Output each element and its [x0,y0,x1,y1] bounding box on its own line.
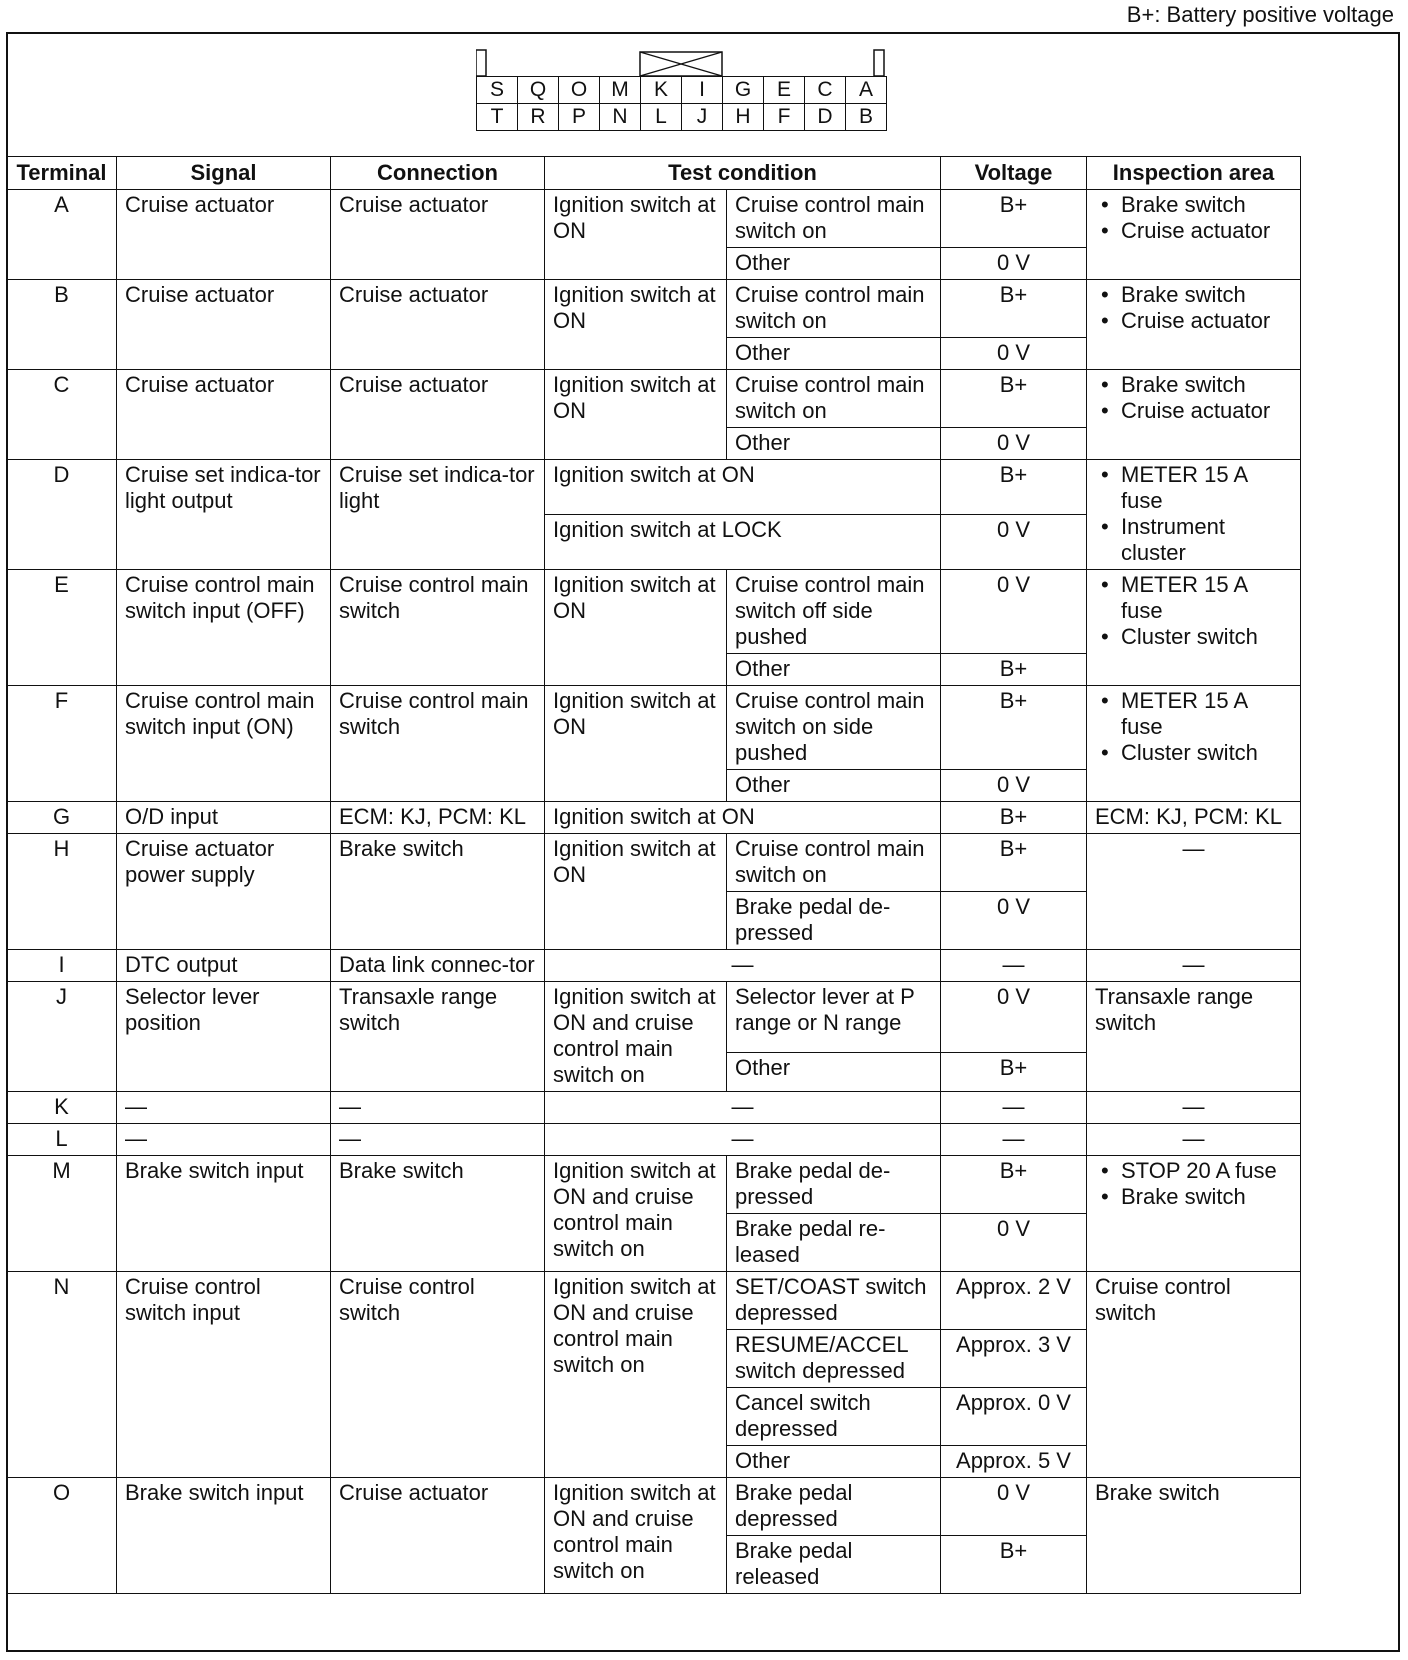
inspection-list [1095,282,1292,334]
connector-pin: A [846,77,887,104]
table-row [7,1092,1301,1124]
connection-cell: Data link connec-tor [331,950,545,982]
table-row [7,1124,1301,1156]
connection-cell: Cruise control switch [331,1272,545,1478]
signal-cell: — [117,1124,331,1156]
connector-pin: H [723,104,764,131]
table-row [7,190,1301,248]
sub-condition-cell: Other [727,428,941,460]
terminal-cell: O [7,1478,117,1594]
terminal-cell: E [7,570,117,686]
connection-cell: Cruise control main switch [331,570,545,686]
inspection-area-cell: Transaxle range switch [1087,982,1301,1092]
table-header-row [7,157,1301,190]
voltage-cell: 0 V [941,248,1087,280]
connector-pin: L [641,104,682,131]
connector-pin: N [600,104,641,131]
connector-pin: M [600,77,641,104]
connection-cell: — [331,1124,545,1156]
inspection-area-cell: ECM: KJ, PCM: KL [1087,802,1301,834]
connector-pin: B [846,104,887,131]
voltage-cell: 0 V [941,892,1087,950]
connection-cell: Cruise actuator [331,370,545,460]
connector-pin: J [682,104,723,131]
test-condition-cell: Ignition switch at ON [545,460,941,515]
inspection-area-cell: — [1087,1092,1301,1124]
connector-latch-right [874,50,884,76]
table-row [7,834,1301,892]
sub-condition-cell: Cruise control main switch on [727,834,941,892]
inspection-area-cell [1087,1156,1301,1272]
test-condition-cell: Ignition switch at ON and cruise control main switch on [545,1156,727,1272]
connector-pin-grid [476,76,887,131]
voltage-cell: B+ [941,280,1087,338]
table-row [7,1272,1301,1330]
table-row [7,370,1301,428]
test-condition-cell: — [545,1124,941,1156]
connector-diagram [476,42,926,138]
inspection-list [1095,1158,1292,1210]
header-test-condition: Test condition [545,157,941,190]
sub-condition-cell: Other [727,654,941,686]
voltage-cell: 0 V [941,982,1087,1053]
connector-latch-left [476,50,486,76]
test-condition-cell: Ignition switch at ON and cruise control main switch on [545,1272,727,1478]
test-condition-cell: Ignition switch at ON [545,834,727,950]
inspection-area-cell [1087,570,1301,686]
sub-condition-cell: Cruise control main switch off side pushed [727,570,941,654]
sub-condition-cell: Cruise control main switch on [727,280,941,338]
sub-condition-cell: Other [727,338,941,370]
signal-cell: Cruise actuator power supply [117,834,331,950]
voltage-cell: B+ [941,370,1087,428]
voltage-cell: B+ [941,834,1087,892]
voltage-legend: B+: Battery positive voltage [1126,2,1394,27]
voltage-cell: Approx. 5 V [941,1446,1087,1478]
sub-condition-cell: Brake pedal de-pressed [727,1156,941,1214]
connector-pin: S [477,77,518,104]
sub-condition-cell: Brake pedal released [727,1536,941,1594]
inspection-item: • Instrument cluster [1099,514,1292,566]
voltage-cell: B+ [941,1536,1087,1594]
inspection-item: • Cruise actuator [1099,308,1292,334]
inspection-item: • Brake switch [1099,192,1292,218]
terminal-table [6,156,1301,1594]
test-condition-cell: Ignition switch at LOCK [545,515,941,570]
signal-cell: O/D input [117,802,331,834]
inspection-area-cell: — [1087,1124,1301,1156]
voltage-cell: B+ [941,686,1087,770]
signal-cell: Brake switch input [117,1478,331,1594]
sub-condition-cell: Brake pedal re-leased [727,1214,941,1272]
table-row [7,802,1301,834]
header-connection: Connection [331,157,545,190]
test-condition-cell: Ignition switch at ON [545,570,727,686]
inspection-area-cell: Brake switch [1087,1478,1301,1594]
signal-cell: Brake switch input [117,1156,331,1272]
terminal-cell: C [7,370,117,460]
table-row [7,686,1301,770]
voltage-cell: 0 V [941,515,1087,570]
sub-condition-cell: Selector lever at P range or N range [727,982,941,1053]
connector-pin: C [805,77,846,104]
connection-cell: Brake switch [331,1156,545,1272]
voltage-cell: 0 V [941,338,1087,370]
inspection-item: • STOP 20 A fuse [1099,1158,1292,1184]
connection-cell: Cruise actuator [331,190,545,280]
terminal-cell: J [7,982,117,1092]
inspection-area-cell: — [1087,834,1301,950]
connector-pin: I [682,77,723,104]
terminal-cell: A [7,190,117,280]
voltage-cell: B+ [941,190,1087,248]
terminal-cell: N [7,1272,117,1478]
connector-pin: F [764,104,805,131]
inspection-area-cell [1087,370,1301,460]
inspection-item: • Cruise actuator [1099,398,1292,424]
voltage-cell: — [941,1092,1087,1124]
sub-condition-cell: Cruise control main switch on side pushed [727,686,941,770]
signal-cell: — [117,1092,331,1124]
sub-condition-cell: Cruise control main switch on [727,190,941,248]
connection-cell: Transaxle range switch [331,982,545,1092]
sub-condition-cell: Other [727,1446,941,1478]
inspection-item: • Cruise actuator [1099,218,1292,244]
sub-condition-cell: Brake pedal depressed [727,1478,941,1536]
test-condition-cell: — [545,950,941,982]
signal-cell: Selector lever position [117,982,331,1092]
voltage-cell: B+ [941,654,1087,686]
sub-condition-cell: Other [727,1052,941,1091]
inspection-item: • Brake switch [1099,1184,1292,1210]
inspection-item: • METER 15 A fuse [1099,462,1292,514]
table-row [7,950,1301,982]
table-row [7,1478,1301,1536]
connector-pin: Q [518,77,559,104]
table-row [7,280,1301,338]
inspection-item: • Cluster switch [1099,740,1292,766]
voltage-cell: 0 V [941,428,1087,460]
connection-cell: Cruise actuator [331,1478,545,1594]
header-terminal: Terminal [7,157,117,190]
terminal-cell: M [7,1156,117,1272]
table-row [7,982,1301,1053]
connection-cell: Cruise control main switch [331,686,545,802]
connector-pin: K [641,77,682,104]
connector-pin: R [518,104,559,131]
signal-cell: Cruise actuator [117,370,331,460]
terminal-cell: F [7,686,117,802]
test-condition-cell: Ignition switch at ON [545,686,727,802]
test-condition-cell: Ignition switch at ON [545,280,727,370]
test-condition-cell: Ignition switch at ON and cruise control main switch on [545,982,727,1092]
terminal-cell: H [7,834,117,950]
voltage-cell: — [941,1124,1087,1156]
voltage-cell: 0 V [941,1214,1087,1272]
inspection-item: • Brake switch [1099,372,1292,398]
signal-cell: Cruise set indica-tor light output [117,460,331,570]
sub-condition-cell: Cancel switch depressed [727,1388,941,1446]
connection-cell: Brake switch [331,834,545,950]
inspection-list [1095,688,1292,766]
connector-pin: E [764,77,805,104]
header-signal: Signal [117,157,331,190]
voltage-cell: 0 V [941,770,1087,802]
test-condition-cell: Ignition switch at ON [545,802,941,834]
signal-cell: Cruise control main switch input (ON) [117,686,331,802]
test-condition-cell: Ignition switch at ON [545,190,727,280]
table-row [7,1156,1301,1214]
signal-cell: DTC output [117,950,331,982]
table-row [7,460,1301,515]
connector-pin: T [477,104,518,131]
inspection-area-cell [1087,280,1301,370]
inspection-item: • METER 15 A fuse [1099,572,1292,624]
sub-condition-cell: SET/COAST switch depressed [727,1272,941,1330]
test-condition-cell: — [545,1092,941,1124]
connection-cell: Cruise set indica-tor light [331,460,545,570]
voltage-cell: 0 V [941,1478,1087,1536]
test-condition-cell: Ignition switch at ON and cruise control main switch on [545,1478,727,1594]
inspection-area-cell: Cruise control switch [1087,1272,1301,1478]
terminal-cell: I [7,950,117,982]
voltage-cell: B+ [941,1156,1087,1214]
inspection-area-cell [1087,686,1301,802]
inspection-area-cell [1087,190,1301,280]
inspection-item: • METER 15 A fuse [1099,688,1292,740]
inspection-list [1095,372,1292,424]
inspection-list [1095,572,1292,650]
voltage-cell: Approx. 0 V [941,1388,1087,1446]
sub-condition-cell: Brake pedal de-pressed [727,892,941,950]
inspection-area-cell: — [1087,950,1301,982]
sub-condition-cell: Other [727,248,941,280]
voltage-cell: B+ [941,1052,1087,1091]
terminal-cell: D [7,460,117,570]
inspection-area-cell [1087,460,1301,570]
voltage-cell: B+ [941,802,1087,834]
signal-cell: Cruise control main switch input (OFF) [117,570,331,686]
signal-cell: Cruise actuator [117,280,331,370]
inspection-item: • Cluster switch [1099,624,1292,650]
voltage-cell: — [941,950,1087,982]
sub-condition-cell: Cruise control main switch on [727,370,941,428]
signal-cell: Cruise actuator [117,190,331,280]
test-condition-cell: Ignition switch at ON [545,370,727,460]
terminal-cell: K [7,1092,117,1124]
connection-cell: — [331,1092,545,1124]
inspection-list [1095,192,1292,244]
connection-cell: ECM: KJ, PCM: KL [331,802,545,834]
connector-pin: D [805,104,846,131]
voltage-cell: Approx. 3 V [941,1330,1087,1388]
voltage-cell: Approx. 2 V [941,1272,1087,1330]
connector-pin: O [559,77,600,104]
voltage-cell: 0 V [941,570,1087,654]
inspection-item: • Brake switch [1099,282,1292,308]
terminal-cell: B [7,280,117,370]
header-inspection-area: Inspection area [1087,157,1301,190]
connector-pin: G [723,77,764,104]
connection-cell: Cruise actuator [331,280,545,370]
sub-condition-cell: RESUME/ACCEL switch depressed [727,1330,941,1388]
terminal-cell: G [7,802,117,834]
connector-pin: P [559,104,600,131]
signal-cell: Cruise control switch input [117,1272,331,1478]
table-row [7,570,1301,654]
sub-condition-cell: Other [727,770,941,802]
inspection-list [1095,462,1292,566]
voltage-cell: B+ [941,460,1087,515]
terminal-cell: L [7,1124,117,1156]
header-voltage: Voltage [941,157,1087,190]
